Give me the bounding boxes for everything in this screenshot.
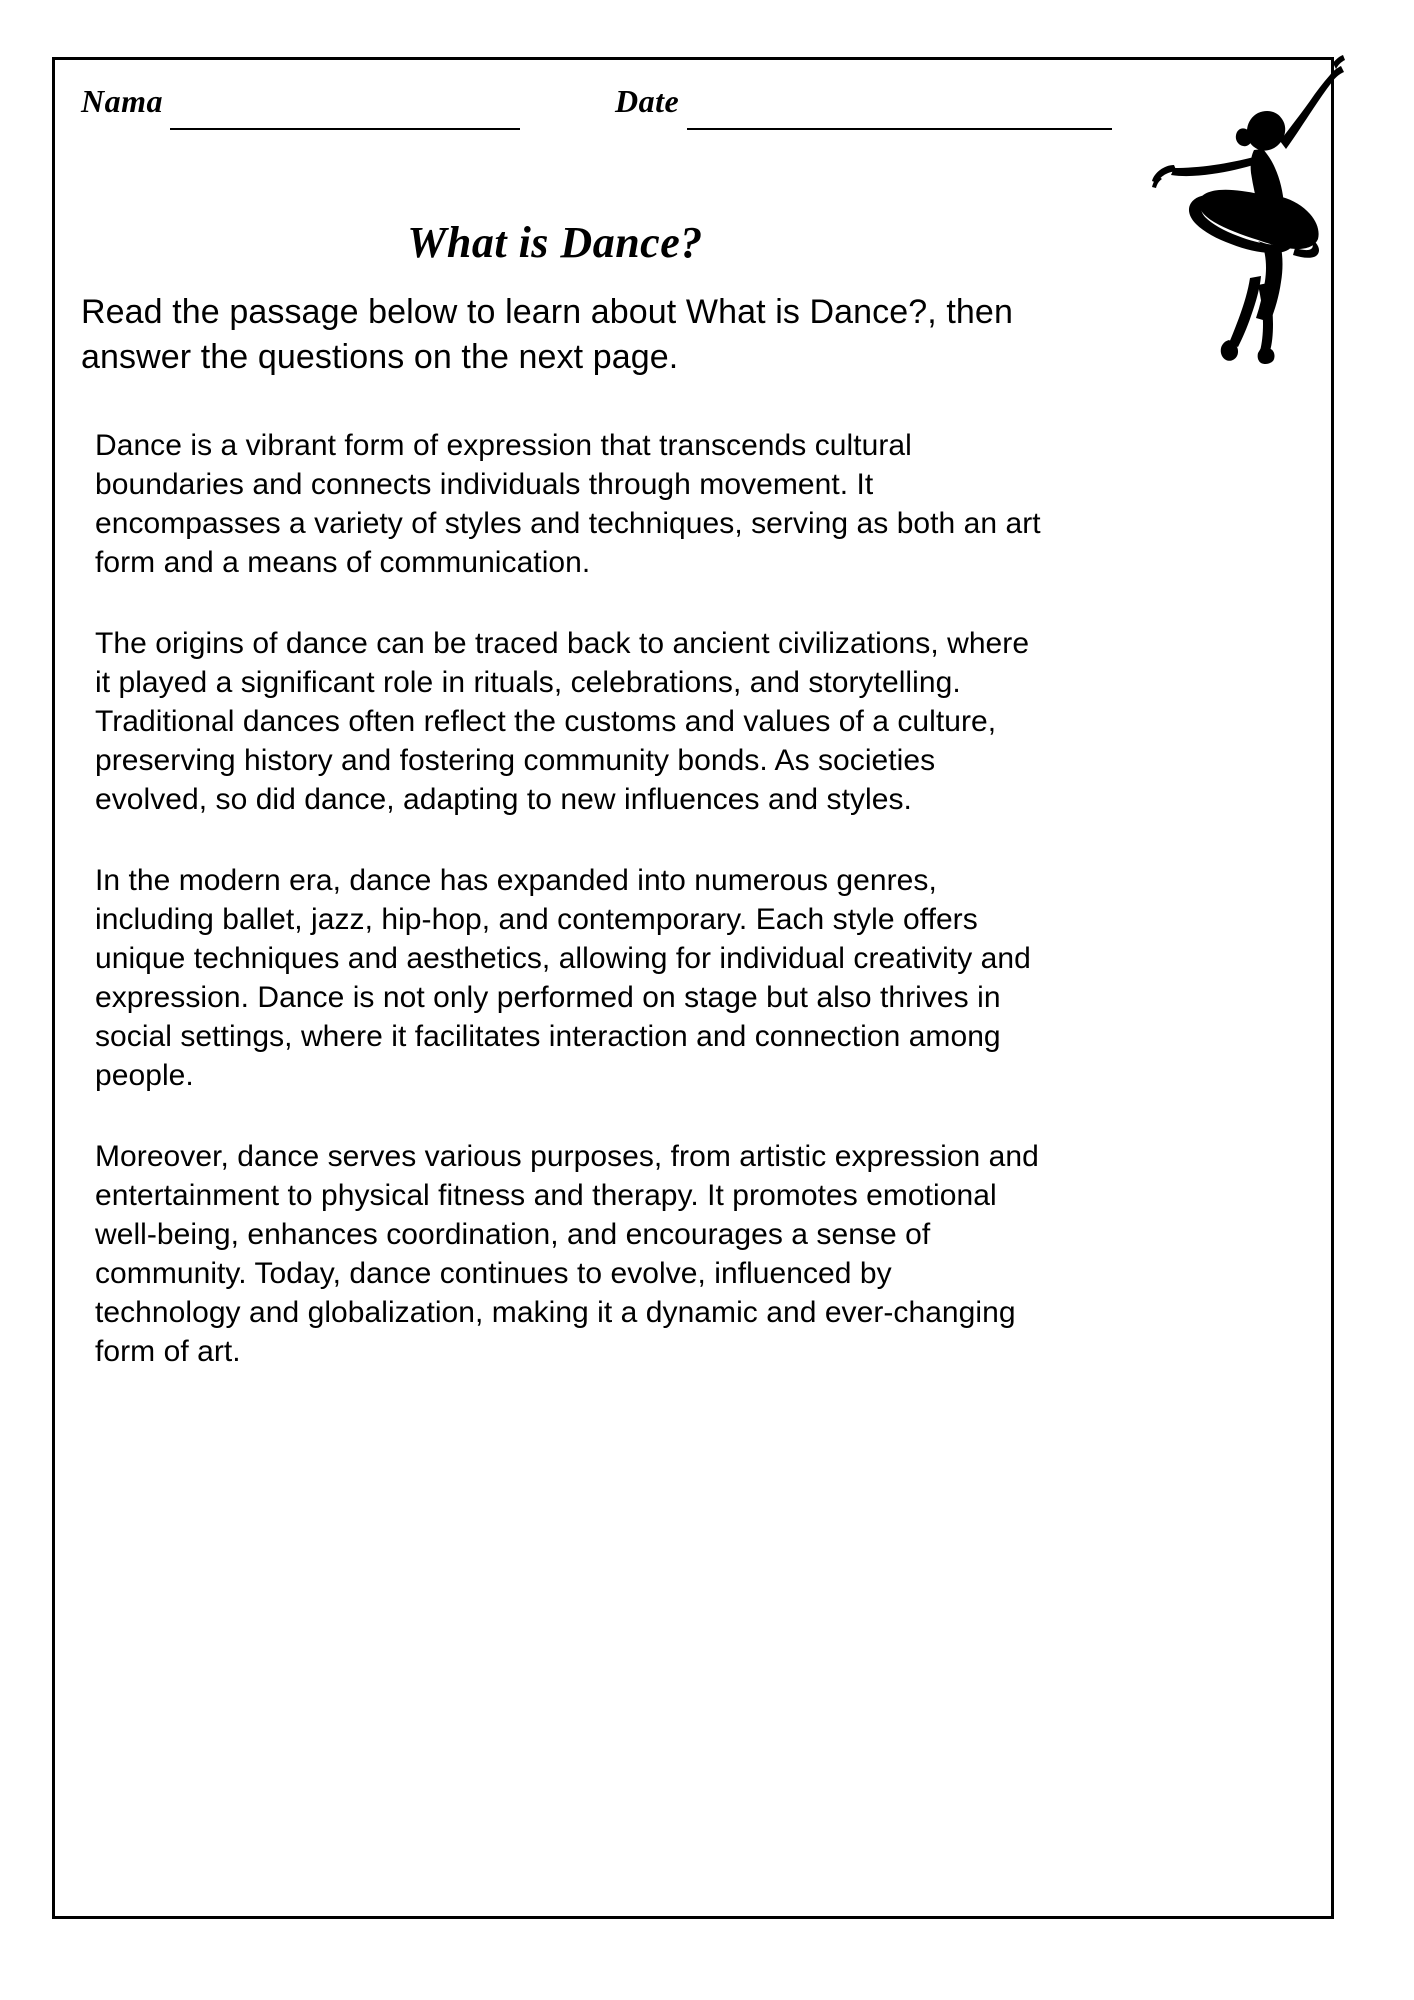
- reading-passage: [95, 426, 1045, 1371]
- passage-paragraph: The origins of dance can be traced back to ancient civilizations, where it played a significant role in rituals, celebrations, and storytelling. Traditional dances often reflect the customs and values of a culture, preserving history and fostering community bonds. As societies evolved, so did dance, adapting to new influences and styles.: [95, 626, 1030, 816]
- page-title: What is Dance?: [407, 218, 703, 267]
- instruction-text: Read the passage below to learn about What is Dance?, then answer the questions on the next page.: [81, 293, 1013, 376]
- header-fields: [55, 60, 1331, 150]
- name-field-label: Nama: [81, 83, 163, 119]
- passage-paragraph: Dance is a vibrant form of expression that transcends cultural boundaries and connects individuals through movement. It encompasses a variety of styles and techniques, serving as both an art form and a means of communication.: [95, 428, 1041, 579]
- passage-paragraph: Moreover, dance serves various purposes, from artistic expression and entertainment to physical fitness and therapy. It promotes emotional well-being, enhances coordination, and encourages a sense of community. Today, dance continues to evolve, influenced by technology and globalization, making it a dynamic and ever-changing form of art.: [95, 1139, 1039, 1368]
- worksheet-border: [52, 57, 1334, 1919]
- date-field-label: Date: [615, 83, 680, 119]
- passage-paragraph: In the modern era, dance has expanded into numerous genres, including ballet, jazz, hip-hop, and contemporary. Each style offers unique techniques and aesthetics, allowing for individual creativity and expression. Dance is not only performed on stage but also thrives in social settings, where it facilitates interaction and connection among people.: [95, 863, 1031, 1092]
- date-field-write-line[interactable]: [687, 128, 1112, 130]
- name-field-write-line[interactable]: [170, 128, 520, 130]
- worksheet-content: [81, 290, 1081, 1371]
